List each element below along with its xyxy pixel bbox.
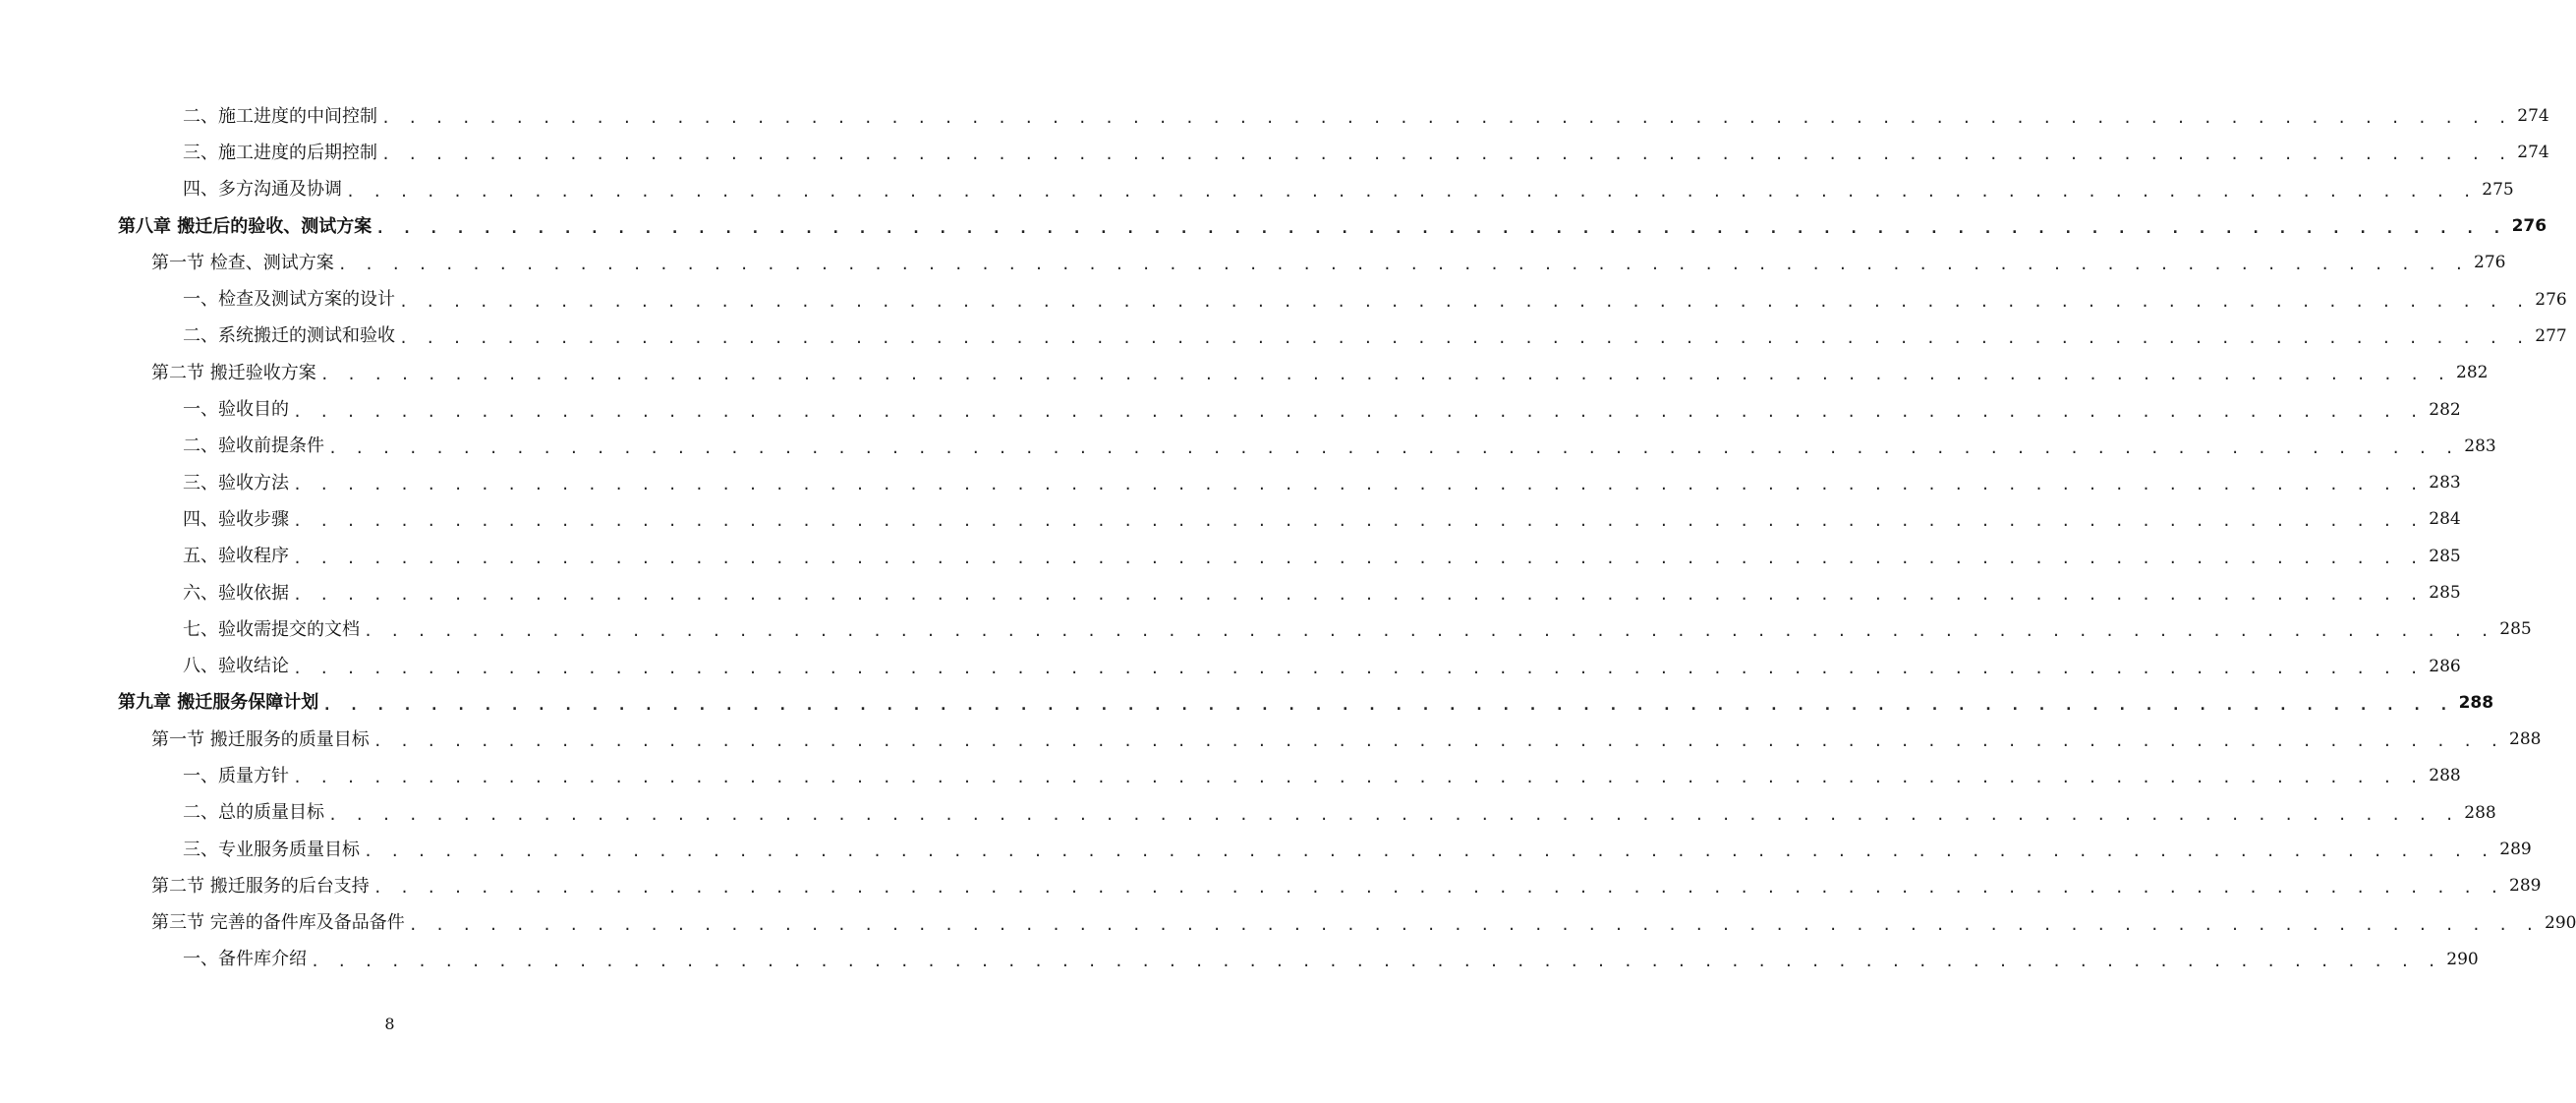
toc-entry-page-number: 288 xyxy=(2464,802,2496,823)
dot-leader: . . . . . . . . . . . . . . . . . . . . . . . . . . . . . . . . . . . . . . . . . . . . . . . . . . . . . . . . . . . . . . . . . . . . . . . . . . . . . . . . xyxy=(319,366,2451,384)
toc-entry-page-number: 285 xyxy=(2429,546,2461,566)
dot-leader: . . . . . . . . . . . . . . . . . . . . . . . . . . . . . . . . . . . . . . . . . . . . . . . . . . . . . . . . . . . . . . . . . . . . . . . . . . . . . . . . xyxy=(399,292,2530,311)
toc-entry-item[interactable] xyxy=(0,942,2479,978)
dot-leader: . . . . . . . . . . . . . . . . . . . . . . . . . . . . . . . . . . . . . . . . . . . . . . . . . . . . . . . . . . . . . . . . . . . . . . . . . . . . . . . . xyxy=(372,732,2504,751)
toc-entry-item[interactable] xyxy=(0,135,2549,171)
dot-leader: . . . . . . . . . . . . . . . . . . . . . . . . . . . . . . . . . . . . . . . . . . . . . . . . . . . . . . . . . . . . . . . . . . . . . . . . . . . . . . . . xyxy=(364,622,2494,641)
toc-entry-title: 八、验收结论 xyxy=(183,656,289,677)
toc-entry-title: 二、总的质量目标 xyxy=(183,802,324,824)
dot-leader: . . . . . . . . . . . . . . . . . . . . . . . . . . . . . . . . . . . . . . . . . . . . . . . . . . . . . . . . . . . . . . . . . . . . . . . . . . . . . . . . xyxy=(364,842,2494,861)
toc-entry-item[interactable] xyxy=(0,795,2496,832)
toc-entry-page-number: 288 xyxy=(2458,692,2494,713)
toc-entry-item[interactable] xyxy=(0,575,2461,611)
toc-entry-page-number: 282 xyxy=(2429,399,2461,420)
toc-entry-item[interactable] xyxy=(0,429,2496,465)
toc-entry-item[interactable] xyxy=(0,832,2532,868)
toc-entry-title: 一、验收目的 xyxy=(183,399,289,421)
toc-entry-page-number: 276 xyxy=(2535,289,2567,310)
page-number: 8 xyxy=(384,1015,395,1033)
toc-entry-item[interactable] xyxy=(0,758,2461,794)
toc-entry-title: 二、验收前提条件 xyxy=(183,435,324,457)
toc-entry-page-number: 288 xyxy=(2429,766,2461,786)
toc-entry-item[interactable] xyxy=(0,501,2461,538)
toc-entry-title: 第二节 搬迁服务的后台支持 xyxy=(151,875,370,897)
toc-entry-title: 六、验收依据 xyxy=(183,582,289,604)
toc-entry-page-number: 290 xyxy=(2446,949,2479,969)
toc-entry-item[interactable] xyxy=(0,611,2532,648)
toc-entry-page-number: 286 xyxy=(2429,656,2461,676)
toc-entry-page-number: 288 xyxy=(2509,729,2542,750)
toc-entry-page-number: 283 xyxy=(2429,473,2461,493)
toc-entry-title: 五、验收程序 xyxy=(183,546,289,567)
toc-entry-item[interactable] xyxy=(0,172,2514,208)
dot-leader: . . . . . . . . . . . . . . . . . . . . . . . . . . . . . . . . . . . . . . . . . . . . . . . . . . . . . . . . . . . . . . . . . . . . . . . . . . . . . . . . xyxy=(322,695,2453,714)
toc-entry-section[interactable] xyxy=(0,245,2506,281)
dot-leader: . . . . . . . . . . . . . . . . . . . . . . . . . . . . . . . . . . . . . . . . . . . . . . . . . . . . . . . . . . . . . . . . . . . . . . . . . . . . . . . . xyxy=(408,915,2540,934)
toc-entry-page-number: 289 xyxy=(2509,876,2542,897)
toc-entry-item[interactable] xyxy=(0,648,2461,684)
dot-leader: . . . . . . . . . . . . . . . . . . . . . . . . . . . . . . . . . . . . . . . . . . . . . . . . . . . . . . . . . . . . . . . . . . . . . . . . . . . . . . . . xyxy=(381,109,2512,128)
toc-entry-title: 四、验收步骤 xyxy=(183,508,289,530)
dot-leader: . . . . . . . . . . . . . . . . . . . . . . . . . . . . . . . . . . . . . . . . . . . . . . . . . . . . . . . . . . . . . . . . . . . . . . . . . . . . . . . . xyxy=(293,549,2424,567)
toc-entry-page-number: 290 xyxy=(2545,912,2576,933)
toc-entry-page-number: 283 xyxy=(2464,435,2496,456)
dot-leader: . . . . . . . . . . . . . . . . . . . . . . . . . . . . . . . . . . . . . . . . . . . . . . . . . . . . . . . . . . . . . . . . . . . . . . . . . . . . . . . . xyxy=(293,402,2424,421)
toc-entry-title: 第八章 搬迁后的验收、测试方案 xyxy=(118,215,372,237)
toc-entry-title: 第九章 搬迁服务保障计划 xyxy=(118,692,319,714)
toc-entry-title: 三、专业服务质量目标 xyxy=(183,839,360,860)
toc-entry-page-number: 284 xyxy=(2429,509,2461,530)
dot-leader: . . . . . . . . . . . . . . . . . . . . . . . . . . . . . . . . . . . . . . . . . . . . . . . . . . . . . . . . . . . . . . . . . . . . . . . . . . . . . . . . xyxy=(293,512,2424,531)
toc-entry-page-number: 282 xyxy=(2456,363,2489,383)
toc-entry-section[interactable] xyxy=(0,722,2542,758)
dot-leader: . . . . . . . . . . . . . . . . . . . . . . . . . . . . . . . . . . . . . . . . . . . . . . . . . . . . . . . . . . . . . . . . . . . . . . . . . . . . . . . . xyxy=(381,145,2512,164)
toc-entry-title: 第一节 检查、测试方案 xyxy=(151,252,334,273)
toc-entry-page-number: 274 xyxy=(2517,106,2549,127)
toc-entry-item[interactable] xyxy=(0,98,2549,135)
dot-leader: . . . . . . . . . . . . . . . . . . . . . . . . . . . . . . . . . . . . . . . . . . . . . . . . . . . . . . . . . . . . . . . . . . . . . . . . . . . . . . . . xyxy=(328,805,2459,824)
toc-entry-item[interactable] xyxy=(0,281,2567,318)
toc-entry-title: 一、检查及测试方案的设计 xyxy=(183,289,395,311)
toc-entry-page-number: 276 xyxy=(2474,253,2506,273)
dot-leader: . . . . . . . . . . . . . . . . . . . . . . . . . . . . . . . . . . . . . . . . . . . . . . . . . . . . . . . . . . . . . . . . . . . . . . . . . . . . . . . . xyxy=(375,219,2506,238)
toc-entry-title: 三、验收方法 xyxy=(183,472,289,493)
toc-entry-chapter[interactable] xyxy=(0,208,2547,245)
toc-entry-page-number: 275 xyxy=(2482,179,2514,200)
toc-entry-page-number: 289 xyxy=(2499,840,2532,860)
toc-entry-title: 四、多方沟通及协调 xyxy=(183,179,342,201)
toc-entry-item[interactable] xyxy=(0,391,2461,428)
toc-entry-page-number: 285 xyxy=(2429,583,2461,603)
toc-entry-title: 二、系统搬迁的测试和验收 xyxy=(183,325,395,347)
dot-leader: . . . . . . . . . . . . . . . . . . . . . . . . . . . . . . . . . . . . . . . . . . . . . . . . . . . . . . . . . . . . . . . . . . . . . . . . . . . . . . . . xyxy=(311,952,2441,970)
toc-entry-title: 第二节 搬迁验收方案 xyxy=(151,362,316,383)
dot-leader: . . . . . . . . . . . . . . . . . . . . . . . . . . . . . . . . . . . . . . . . . . . . . . . . . . . . . . . . . . . . . . . . . . . . . . . . . . . . . . . . xyxy=(293,769,2424,787)
dot-leader: . . . . . . . . . . . . . . . . . . . . . . . . . . . . . . . . . . . . . . . . . . . . . . . . . . . . . . . . . . . . . . . . . . . . . . . . . . . . . . . . xyxy=(328,438,2459,457)
dot-leader: . . . . . . . . . . . . . . . . . . . . . . . . . . . . . . . . . . . . . . . . . . . . . . . . . . . . . . . . . . . . . . . . . . . . . . . . . . . . . . . . xyxy=(337,256,2469,274)
toc-entry-title: 一、备件库介绍 xyxy=(183,949,307,970)
dot-leader: . . . . . . . . . . . . . . . . . . . . . . . . . . . . . . . . . . . . . . . . . . . . . . . . . . . . . . . . . . . . . . . . . . . . . . . . . . . . . . . . xyxy=(372,879,2504,898)
table-of-contents xyxy=(0,98,2576,978)
toc-entry-title: 第三节 完善的备件库及备品备件 xyxy=(151,912,405,934)
toc-entry-item[interactable] xyxy=(0,465,2461,501)
toc-entry-section[interactable] xyxy=(0,355,2489,391)
toc-entry-title: 第一节 搬迁服务的质量目标 xyxy=(151,728,370,750)
toc-entry-title: 三、施工进度的后期控制 xyxy=(183,142,377,163)
toc-entry-item[interactable] xyxy=(0,319,2567,355)
dot-leader: . . . . . . . . . . . . . . . . . . . . . . . . . . . . . . . . . . . . . . . . . . . . . . . . . . . . . . . . . . . . . . . . . . . . . . . . . . . . . . . . xyxy=(293,586,2424,604)
dot-leader: . . . . . . . . . . . . . . . . . . . . . . . . . . . . . . . . . . . . . . . . . . . . . . . . . . . . . . . . . . . . . . . . . . . . . . . . . . . . . . . . xyxy=(399,328,2530,347)
toc-entry-item[interactable] xyxy=(0,539,2461,575)
toc-entry-title: 一、质量方针 xyxy=(183,765,289,786)
dot-leader: . . . . . . . . . . . . . . . . . . . . . . . . . . . . . . . . . . . . . . . . . . . . . . . . . . . . . . . . . . . . . . . . . . . . . . . . . . . . . . . . xyxy=(293,659,2424,677)
toc-entry-chapter[interactable] xyxy=(0,685,2494,722)
toc-entry-page-number: 274 xyxy=(2517,143,2549,163)
toc-entry-title: 七、验收需提交的文档 xyxy=(183,618,360,640)
toc-entry-section[interactable] xyxy=(0,905,2576,942)
toc-entry-page-number: 276 xyxy=(2511,216,2547,237)
dot-leader: . . . . . . . . . . . . . . . . . . . . . . . . . . . . . . . . . . . . . . . . . . . . . . . . . . . . . . . . . . . . . . . . . . . . . . . . . . . . . . . . xyxy=(346,182,2477,201)
dot-leader: . . . . . . . . . . . . . . . . . . . . . . . . . . . . . . . . . . . . . . . . . . . . . . . . . . . . . . . . . . . . . . . . . . . . . . . . . . . . . . . . xyxy=(293,476,2424,494)
toc-entry-title: 二、施工进度的中间控制 xyxy=(183,105,377,127)
toc-entry-page-number: 285 xyxy=(2499,619,2532,640)
toc-entry-page-number: 277 xyxy=(2535,325,2567,346)
toc-entry-section[interactable] xyxy=(0,868,2542,904)
